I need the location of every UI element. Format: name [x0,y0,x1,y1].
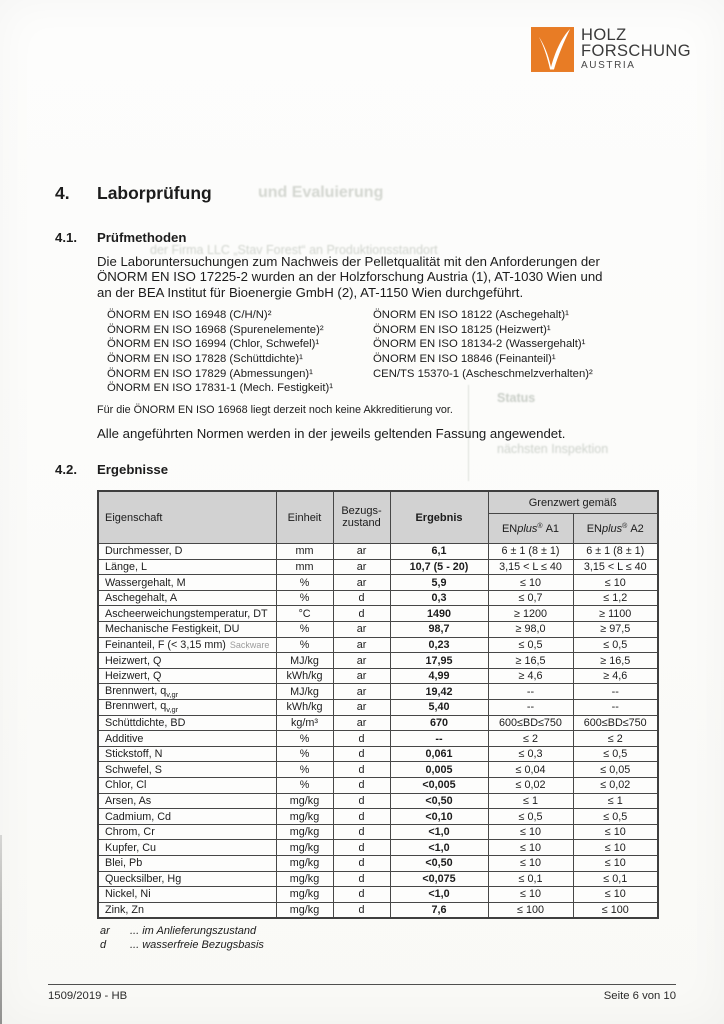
legend-text: ... im Anlieferungszustand [130,925,257,938]
table-row [98,902,658,918]
a1-cell: ≤ 2 [488,731,573,747]
legend-row [100,938,675,952]
unit-cell: °C [276,606,333,622]
unit-cell: mg/kg [276,809,333,825]
unit-cell: kWh/kg [276,668,333,684]
registered-trademark-symbol: ® [537,522,543,530]
a1-cell: -- [488,700,573,716]
page-number: Seite 6 von 10 [603,990,676,1002]
property-cell [98,544,276,560]
a2-cell: 3,15 < L ≤ 40 [573,559,658,575]
unit-cell: % [276,637,333,653]
a1-cell: 3,15 < L ≤ 40 [488,559,573,575]
a2-cell: ≥ 16,5 [573,653,658,669]
result-cell: <0,50 [390,855,488,871]
norm-list [107,308,675,396]
a2-cell: ≤ 10 [573,855,658,871]
unit-cell: % [276,731,333,747]
a1-cell: ≤ 0,5 [488,637,573,653]
section-4-title: Laborprüfung [97,183,212,203]
table-row [98,855,658,871]
unit-cell: MJ/kg [276,684,333,700]
property-cell [98,653,276,669]
property-cell [98,590,276,606]
property-cell [98,668,276,684]
legend-text: ... wasserfreie Bezugsbasis [130,939,264,952]
a1-cell: ≤ 0,5 [488,809,573,825]
paragraph-line: an der BEA Institut für Bioenergie GmbH (2), AT-1150 Wien durchgeführt. [97,284,524,300]
section-4-2-heading [55,462,675,477]
property-label: Länge, L [105,561,148,573]
unit-cell: mg/kg [276,902,333,918]
unit-cell: % [276,746,333,762]
property-label: Wassergehalt, M [105,576,186,589]
a1-cell: ≥ 98,0 [488,622,573,638]
bleedthrough-heading: und Evaluierung [258,184,384,201]
table-row [98,622,658,638]
property-label: Additive [105,732,144,745]
unit-cell: mm [276,544,333,560]
header-enplus-a1 [488,514,573,544]
section-4-2-title: Ergebnisse [97,462,169,478]
a1-cell: ≤ 0,1 [488,871,573,887]
norm-list-right-column [373,308,593,396]
scan-edge-artifact [0,835,2,1024]
table-row [98,653,658,669]
table-row [98,590,658,606]
a2-cell: ≤ 10 [573,840,658,856]
property-cell [98,824,276,840]
result-cell: <1,0 [390,824,488,840]
property-label: Aschegehalt, A [105,592,178,605]
property-label: Brennwert, q [105,700,167,713]
section-4-1-title: Prüfmethoden [97,230,187,245]
property-cell [98,793,276,809]
basis-cell: d [333,793,390,809]
header-enplus-a2 [573,514,658,544]
logo-word-forschung: FORSCHUNG [581,41,691,60]
a1-cell: ≤ 100 [488,902,573,918]
page-footer [48,984,676,1002]
document-content [55,183,675,952]
norm-item: CEN/TS 15370-1 (Ascheschmelzverhalten)² [373,367,593,380]
property-label: Nickel, Ni [105,888,151,901]
a1-cell: ≥ 1200 [488,606,573,622]
property-cell [98,559,276,575]
property-subscript: v,gr [166,689,179,699]
intro-paragraph [97,254,675,300]
a1-cell: ≤ 10 [488,824,573,840]
property-cell [98,606,276,622]
property-label: Heizwert, Q [105,670,162,683]
results-table-wrapper [97,490,675,952]
table-row [98,606,658,622]
basis-cell: d [333,871,390,887]
property-cell [98,700,276,716]
unit-cell: mg/kg [276,824,333,840]
result-cell: <1,0 [390,840,488,856]
property-label: Heizwert, Q [105,654,162,667]
enplus-grade-a1: A1 [545,522,560,535]
property-label: Cadmium, Cd [105,810,171,823]
a2-cell: ≥ 4,6 [573,668,658,684]
a2-cell: ≤ 0,02 [573,778,658,794]
a2-cell: ≤ 0,1 [573,871,658,887]
unit-cell: mg/kg [276,855,333,871]
table-row [98,887,658,903]
result-cell: 98,7 [390,622,488,638]
property-cell [98,762,276,778]
bleedthrough-status: Status [497,391,536,405]
property-label: Kupfer, Cu [105,841,157,854]
basis-cell: d [333,606,390,622]
paragraph-line: Die Laboruntersuchungen zum Nachweis der Pelletqualität mit den Anforderungen der [97,254,600,269]
result-cell: <0,005 [390,778,488,794]
paragraph-line: ÖNORM EN ISO 17225-2 wurden an der Holzforschung Austria (1), AT-1030 Wien und [97,269,603,285]
table-row [98,544,658,560]
basis-cell: d [333,809,390,825]
unit-cell: MJ/kg [276,653,333,669]
norm-item: ÖNORM EN ISO 18134-2 (Wassergehalt)¹ [373,338,586,351]
basis-cell: ar [333,668,390,684]
a1-cell: ≤ 0,02 [488,778,573,794]
norm-item: ÖNORM EN ISO 16948 (C/H/N)² [107,308,272,321]
unit-cell: kWh/kg [276,700,333,716]
unit-cell: kg/m³ [276,715,333,731]
basis-cell: d [333,778,390,794]
table-row [98,575,658,591]
unit-cell: % [276,762,333,778]
legend-abbr: d [100,939,107,952]
table-row [98,824,658,840]
a2-cell: ≤ 0,05 [573,762,658,778]
header-row-group [98,491,658,514]
unit-cell: % [276,590,333,606]
property-label: Ascheerweichungstemperatur, DT [105,607,268,620]
result-cell: 19,42 [390,684,488,700]
header-basis-line1: Bezugs- [341,505,382,518]
section-4-number: 4. [55,183,70,203]
header-basis [333,491,390,544]
property-note: Sackware [229,639,270,650]
basis-cell: d [333,590,390,606]
unit-cell: % [276,778,333,794]
a2-cell: ≤ 0,5 [573,637,658,653]
a2-cell: -- [573,684,658,700]
result-cell: 1490 [390,606,488,622]
property-label: Quecksilber, Hg [105,872,182,885]
holzforschung-checkmark-icon [531,27,574,72]
basis-cell: ar [333,637,390,653]
property-cell [98,715,276,731]
basis-cell: ar [333,653,390,669]
property-label: Chlor, Cl [105,779,147,792]
a1-cell: ≥ 4,6 [488,668,573,684]
a2-cell: ≤ 1 [573,793,658,809]
a2-cell: ≤ 10 [573,575,658,591]
a2-cell: ≤ 0,5 [573,746,658,762]
result-cell: 5,9 [390,575,488,591]
norm-item: ÖNORM EN ISO 18125 (Heizwert)¹ [373,323,551,336]
registered-trademark-symbol: ® [622,522,628,530]
table-row [98,793,658,809]
header-unit: Einheit [276,491,333,544]
norm-list-left-column [107,308,373,396]
result-cell: 0,005 [390,762,488,778]
property-cell [98,887,276,903]
table-row [98,684,658,700]
property-label: Blei, Pb [105,857,143,870]
basis-cell: d [333,746,390,762]
legend-row [100,924,675,938]
table-row [98,559,658,575]
property-cell [98,778,276,794]
header-limit-group: Grenzwert gemäß [488,491,658,514]
basis-cell: ar [333,559,390,575]
a2-cell: 600≤BD≤750 [573,715,658,731]
table-row [98,715,658,731]
a1-cell: ≤ 0,7 [488,590,573,606]
result-cell: 0,061 [390,746,488,762]
result-cell: 5,40 [390,700,488,716]
results-table-header [98,491,658,544]
bleedthrough-line: nächsten Inspektion [497,442,609,456]
result-cell: <1,0 [390,887,488,903]
property-label: Stickstoff, N [105,748,163,761]
property-cell [98,855,276,871]
norms-application-note: Alle angeführten Normen werden in der jeweils geltenden Fassung angewendet. [97,426,566,442]
basis-cell: d [333,824,390,840]
result-cell: 4,99 [390,668,488,684]
norm-item: ÖNORM EN ISO 17828 (Schüttdichte)¹ [107,353,303,365]
logo-word-holz: HOLZ [581,26,627,44]
norm-item: ÖNORM EN ISO 16994 (Chlor, Schwefel)¹ [107,338,320,351]
a1-cell: ≤ 1 [488,793,573,809]
result-cell: 10,7 (5 - 20) [390,559,488,575]
holzforschung-austria-logo [531,27,691,72]
a1-cell: ≤ 10 [488,840,573,856]
unit-cell: mg/kg [276,793,333,809]
property-label: Arsen, As [105,794,152,807]
logo-word-austria: AUSTRIA [581,60,636,71]
enplus-plus: plus [517,522,538,535]
unit-cell: mg/kg [276,840,333,856]
norm-item: ÖNORM EN ISO 17831-1 (Mech. Festigkeit)¹ [107,382,333,395]
a1-cell: -- [488,684,573,700]
basis-cell: ar [333,715,390,731]
a1-cell: ≤ 0,3 [488,746,573,762]
table-row [98,731,658,747]
unit-cell: % [276,575,333,591]
table-row [98,871,658,887]
property-cell [98,637,276,653]
property-subscript: v,gr [166,705,179,715]
property-label: Chrom, Cr [105,826,155,839]
a2-cell: ≤ 10 [573,824,658,840]
enplus-en: EN [586,522,602,535]
a2-cell: ≤ 100 [573,902,658,918]
basis-cell: ar [333,700,390,716]
basis-cell: ar [333,684,390,700]
table-row [98,637,658,653]
property-label: Zink, Zn [105,904,144,917]
property-label: Feinanteil, F (< 3,15 mm) [105,638,226,651]
table-row [98,840,658,856]
property-label: Mechanische Festigkeit, DU [105,623,240,636]
property-cell [98,809,276,825]
property-cell [98,684,276,700]
basis-cell: ar [333,575,390,591]
a2-cell: ≥ 1100 [573,606,658,622]
norm-item: ÖNORM EN ISO 18122 (Aschegehalt)¹ [373,308,569,321]
result-cell: <0,50 [390,793,488,809]
property-cell [98,622,276,638]
section-4-1-number: 4.1. [55,230,77,245]
result-cell: 7,6 [390,902,488,918]
property-cell [98,871,276,887]
result-cell: <0,075 [390,871,488,887]
a2-cell: 6 ± 1 (8 ± 1) [573,544,658,560]
norm-item: ÖNORM EN ISO 16968 (Spurenelemente)² [107,323,324,336]
enplus-grade-a2: A2 [630,522,644,535]
enplus-plus: plus [601,522,623,535]
a2-cell: ≤ 0,5 [573,809,658,825]
property-cell [98,840,276,856]
a2-cell: -- [573,700,658,716]
property-label: Schwefel, S [105,763,163,776]
table-row [98,778,658,794]
table-row [98,668,658,684]
property-cell [98,902,276,918]
header-property: Eigenschaft [98,491,276,544]
basis-cell: d [333,762,390,778]
bleedthrough-line: der Firma LLC „Stav Forest“ an Produktionsstandort [150,243,438,257]
result-cell: 0,3 [390,590,488,606]
report-number: 1509/2019 - HB [48,990,128,1002]
a2-cell: ≤ 2 [573,731,658,747]
a1-cell: 600≤BD≤750 [488,715,573,731]
norm-item: ÖNORM EN ISO 18846 (Feinanteil)¹ [373,353,556,365]
basis-cell: d [333,902,390,918]
basis-cell: d [333,731,390,747]
norm-item: ÖNORM EN ISO 17829 (Abmessungen)¹ [107,367,313,380]
basis-cell: d [333,840,390,856]
a1-cell: ≤ 0,04 [488,762,573,778]
property-cell [98,746,276,762]
table-row [98,746,658,762]
unit-cell: mm [276,559,333,575]
a1-cell: 6 ± 1 (8 ± 1) [488,544,573,560]
a2-cell: ≥ 97,5 [573,622,658,638]
accreditation-note: Für die ÖNORM EN ISO 16968 liegt derzeit noch keine Akkreditierung vor. [97,404,453,417]
logo-wordmark [581,27,691,71]
property-label: Schüttdichte, BD [105,716,186,729]
result-cell: 6,1 [390,544,488,560]
table-row [98,762,658,778]
a1-cell: ≤ 10 [488,575,573,591]
result-cell: <0,10 [390,809,488,825]
a1-cell: ≤ 10 [488,887,573,903]
header-result: Ergebnis [390,491,488,544]
unit-cell: mg/kg [276,871,333,887]
unit-cell: % [276,622,333,638]
a2-cell: ≤ 10 [573,887,658,903]
basis-cell: d [333,887,390,903]
result-cell: 17,95 [390,653,488,669]
section-4-2-number: 4.2. [55,462,77,478]
result-cell: 670 [390,715,488,731]
enplus-en: EN [501,522,518,535]
basis-cell: ar [333,544,390,560]
basis-legend [100,924,675,952]
legend-abbr: ar [100,925,110,938]
section-4-1-heading [55,230,675,245]
section-4-heading [55,183,675,204]
result-cell: 0,23 [390,637,488,653]
property-cell [98,731,276,747]
result-cell: -- [390,731,488,747]
property-label: Durchmesser, D [105,545,183,558]
property-label: Brennwert, q [105,684,167,697]
results-table [97,490,659,919]
property-cell [98,575,276,591]
unit-cell: mg/kg [276,887,333,903]
a1-cell: ≥ 16,5 [488,653,573,669]
basis-cell: d [333,855,390,871]
results-table-body [98,544,658,919]
header-basis-line2: zustand [342,516,381,529]
table-row [98,809,658,825]
a1-cell: ≤ 10 [488,855,573,871]
table-row [98,700,658,716]
a2-cell: ≤ 1,2 [573,590,658,606]
basis-cell: ar [333,622,390,638]
